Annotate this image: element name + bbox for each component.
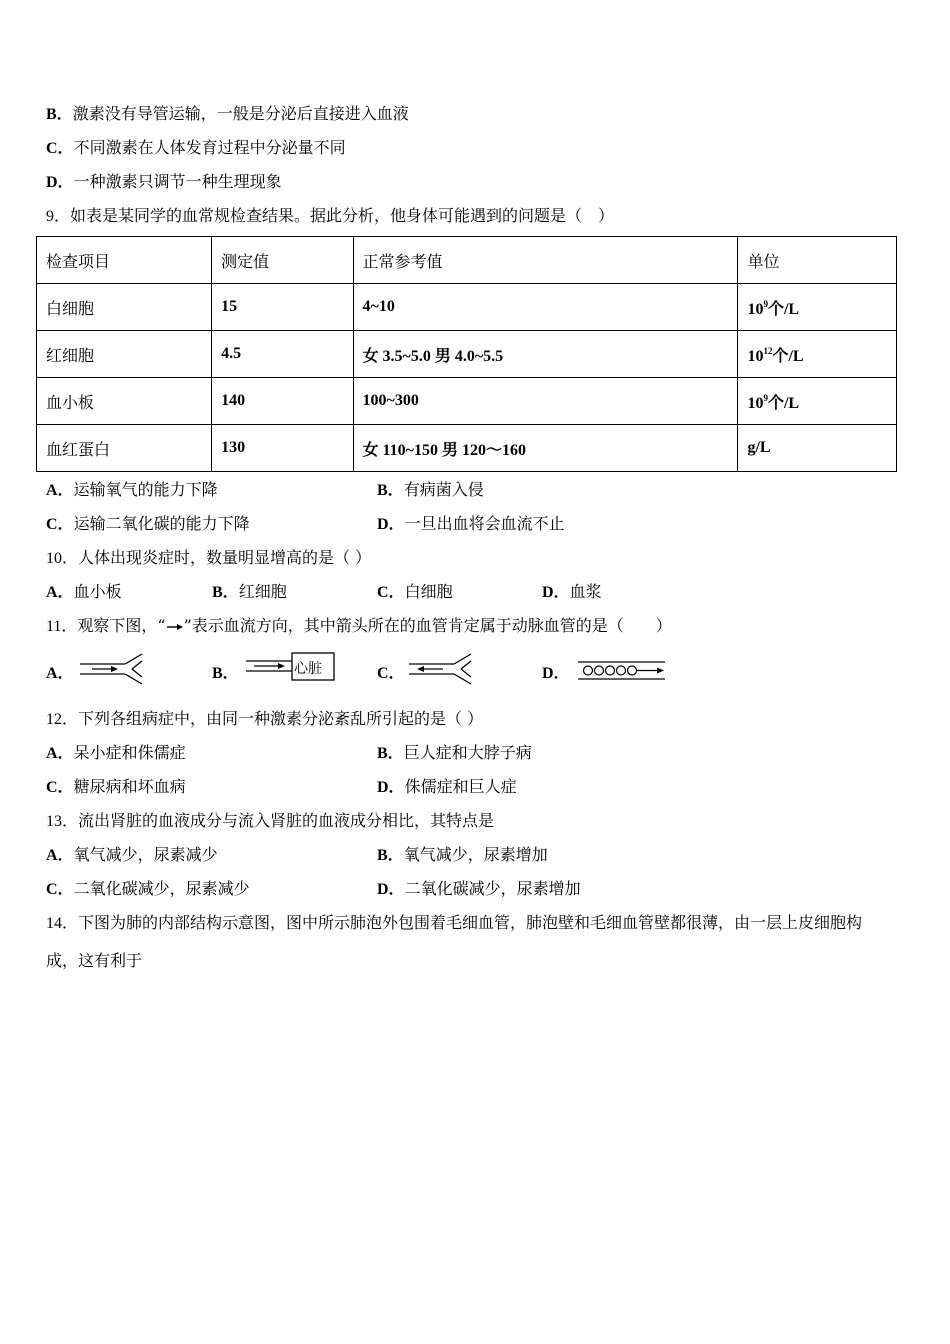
table-cell-value: 4.5 (212, 331, 353, 378)
table-row (37, 425, 897, 472)
table-cell-value: 130 (212, 425, 353, 472)
question-14: 14．下图为肺的内部结构示意图，图中所示肺泡外包围着毛细血管，肺泡壁和毛细血管壁都很薄，由一层上皮细胞构 (46, 913, 863, 932)
vessel-branch-diagram-a (78, 652, 148, 686)
q11-option-b-label: B． (212, 665, 239, 682)
q11-option-a-label: A． (46, 665, 74, 682)
table-header-cell: 正常参考值 (353, 237, 738, 284)
q9-option-a: A．运输氧气的能力下降 (46, 480, 218, 499)
q10-option-a: A．血小板 (46, 582, 122, 601)
q11-option-d-label: D． (542, 665, 570, 682)
option-prev-d: D．一种激素只调节一种生理现象 (46, 172, 282, 191)
table-cell-item: 白细胞 (37, 284, 212, 331)
q9-option-d: D．一旦出血将会血流不止 (377, 514, 565, 533)
table-cell-unit: $10^9$个/L (738, 284, 897, 331)
question-12: 12．下列各组病症中，由同一种激素分泌紊乱所引起的是（ ） (46, 709, 484, 728)
table-cell-ref: 女 110~150 男 120～160 (353, 425, 738, 472)
q9-option-b: B．有病菌入侵 (377, 480, 484, 499)
capillary-single-file-diagram-d (576, 658, 668, 684)
question-11: 11．观察下图，“ ”表示血流方向，其中箭头所在的血管肯定属于动脉血管的是（ ） (46, 616, 672, 635)
q13-option-a: A．氧气减少，尿素减少 (46, 845, 218, 864)
q13-option-d: D．二氧化碳减少，尿素增加 (377, 879, 581, 898)
q9-option-c: C．运输二氧化碳的能力下降 (46, 514, 250, 533)
table-header-cell: 测定值 (212, 237, 353, 284)
q12-option-b: B．巨人症和大脖子病 (377, 743, 532, 762)
table-row (37, 331, 897, 378)
question-9: 9．如表是某同学的血常规检查结果。据此分析，他身体可能遇到的问题是（ ） (46, 206, 615, 225)
flow-arrow-icon (166, 622, 184, 632)
table-header-row (37, 237, 897, 284)
table-cell-unit: $10^{12}$个/L (738, 331, 897, 378)
option-prev-c: C．不同激素在人体发育过程中分泌量不同 (46, 138, 346, 157)
q13-option-c: C．二氧化碳减少，尿素减少 (46, 879, 250, 898)
q12-option-a: A．呆小症和侏儒症 (46, 743, 186, 762)
vessel-branch-diagram-c (407, 652, 477, 686)
table-header-cell: 检查项目 (37, 237, 212, 284)
q12-option-c: C．糖尿病和坏血病 (46, 777, 186, 796)
table-cell-item: 血小板 (37, 378, 212, 425)
table-cell-item: 红细胞 (37, 331, 212, 378)
q13-option-b: B．氧气减少，尿素增加 (377, 845, 548, 864)
table-cell-unit: g/L (738, 425, 897, 472)
table-cell-ref: 100~300 (353, 378, 738, 425)
blood-test-table (36, 236, 897, 472)
q11-option-c-label: C． (377, 665, 405, 682)
table-cell-item: 血红蛋白 (37, 425, 212, 472)
question-10: 10．人体出现炎症时，数量明显增高的是（ ） (46, 548, 372, 567)
q10-option-c: C．白细胞 (377, 582, 453, 601)
table-cell-value: 15 (212, 284, 353, 331)
table-cell-unit: $10^9$个/L (738, 378, 897, 425)
question-14-continued: 成，这有利于 (46, 951, 143, 970)
question-13: 13．流出肾脏的血液成分与流入肾脏的血液成分相比，其特点是 (46, 811, 495, 830)
q10-option-b: B．红细胞 (212, 582, 287, 601)
table-cell-value: 140 (212, 378, 353, 425)
q10-option-d: D．血浆 (542, 582, 602, 601)
vessel-to-heart-diagram-b (244, 652, 339, 684)
heart-label: 心脏 (294, 661, 322, 677)
table-cell-ref: 女 3.5~5.0 男 4.0~5.5 (353, 331, 738, 378)
option-prev-b: B．激素没有导管运输，一般是分泌后直接进入血液 (46, 104, 409, 123)
table-header-cell: 单位 (738, 237, 897, 284)
table-cell-ref: 4~10 (353, 284, 738, 331)
table-row (37, 284, 897, 331)
q12-option-d: D．侏儒症和巨人症 (377, 777, 517, 796)
table-row (37, 378, 897, 425)
